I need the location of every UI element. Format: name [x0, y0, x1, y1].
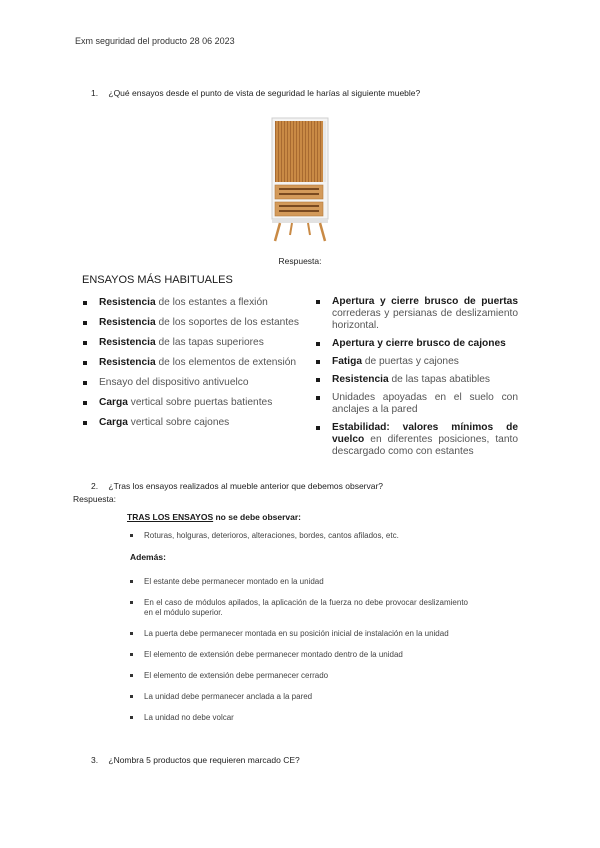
list-item: Estabilidad: valores mínimos de vuelco en diferentes posiciones, tanto descargado como con estantes — [316, 422, 518, 458]
question-1 — [91, 88, 420, 98]
list-item: Apertura y cierre brusco de puertas correderas y persianas de deslizamiento horizontal. — [316, 296, 518, 332]
list-item: La unidad debe permanecer anclada a la pared — [128, 692, 468, 702]
after-tests-list — [128, 531, 468, 541]
list-item: En el caso de módulos apilados, la aplicación de la fuerza no debe provocar deslizamiento en el módulo superior. — [128, 598, 468, 618]
tests-section-title: ENSAYOS MÁS HABITUALES — [82, 274, 233, 286]
question-2-number: 2. — [91, 481, 99, 491]
list-item: Resistencia de los soportes de los estantes — [83, 317, 313, 329]
document-header: Exm seguridad del producto 28 06 2023 — [75, 36, 235, 46]
question-3-number: 3. — [91, 755, 99, 765]
list-item: Roturas, holguras, deterioros, alteraciones, bordes, cantos afilados, etc. — [128, 531, 468, 541]
question-1-text: ¿Qué ensayos desde el punto de vista de seguridad le harías al siguiente mueble? — [108, 88, 421, 98]
tests-right-list — [316, 296, 518, 458]
question-3 — [91, 755, 300, 765]
list-item: El elemento de extensión debe permanecer montado dentro de la unidad — [128, 650, 468, 660]
answer-label-2: Respuesta: — [73, 494, 116, 504]
tests-left-list — [83, 297, 313, 429]
list-item: Resistencia de los estantes a flexión — [83, 297, 313, 309]
list-item: La puerta debe permanecer montada en su posición inicial de instalación en la unidad — [128, 629, 468, 639]
list-item: Unidades apoyadas en el suelo con anclajes a la pared — [316, 392, 518, 416]
cabinet-image — [270, 117, 330, 243]
list-item: Ensayo del dispositivo antivuelco — [83, 377, 313, 389]
list-item: Resistencia de los elementos de extensión — [83, 357, 313, 369]
list-item: Carga vertical sobre cajones — [83, 417, 313, 429]
additionally-list — [128, 577, 468, 723]
list-item: El estante debe permanecer montado en la unidad — [128, 577, 468, 587]
list-item: Carga vertical sobre puertas batientes — [83, 397, 313, 409]
question-2-text: ¿Tras los ensayos realizados al mueble anterior que debemos observar? — [108, 481, 384, 491]
list-item: Resistencia de las tapas superiores — [83, 337, 313, 349]
question-3-text: ¿Nombra 5 productos que requieren marcado CE? — [108, 755, 300, 765]
answer-label-1: Respuesta: — [278, 256, 322, 266]
list-item: Apertura y cierre brusco de cajones — [316, 338, 518, 350]
list-item: El elemento de extensión debe permanecer cerrado — [128, 671, 468, 681]
question-2 — [91, 481, 383, 491]
list-item: Fatiga de puertas y cajones — [316, 356, 518, 368]
question-1-number: 1. — [91, 88, 99, 98]
list-item: Resistencia de las tapas abatibles — [316, 374, 518, 386]
additionally-title: Además: — [130, 552, 166, 562]
list-item: La unidad no debe volcar — [128, 713, 468, 723]
cabinet-illustration — [270, 117, 330, 243]
after-tests-title: TRAS LOS ENSAYOS no se debe observar: — [127, 512, 301, 522]
